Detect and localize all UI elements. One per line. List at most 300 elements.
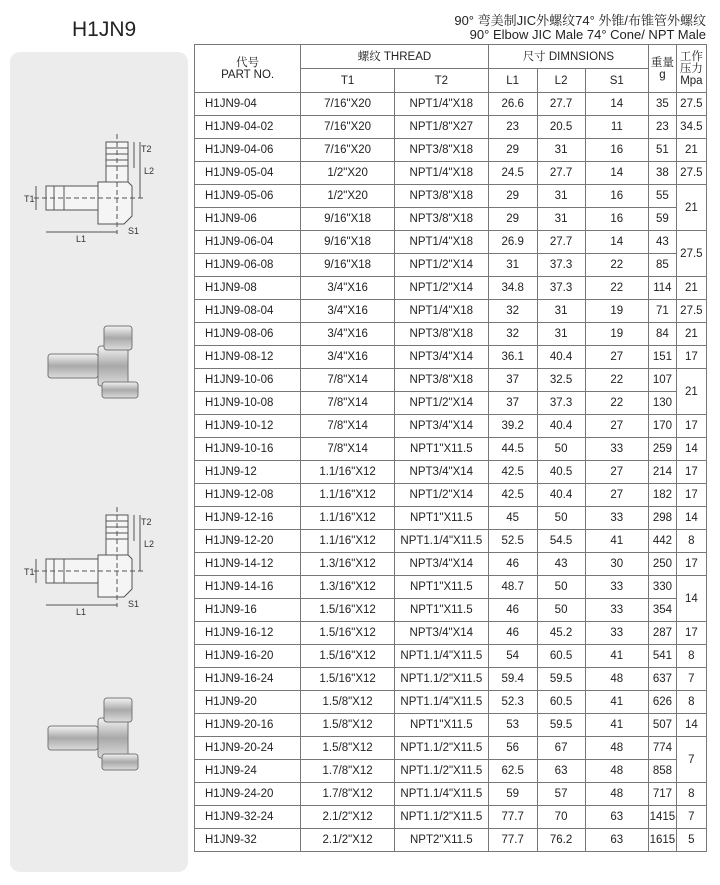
cell-part: H1JN9-10-12 [195, 415, 301, 438]
cell-w: 107 [649, 369, 677, 392]
table-row [195, 737, 707, 760]
cell-pressure: 27.5 [676, 93, 706, 116]
cell-l2: 50 [537, 438, 585, 461]
cell-part: H1JN9-08 [195, 277, 301, 300]
cell-pressure: 21 [676, 139, 706, 162]
cell-l1: 53 [488, 714, 537, 737]
table-row [195, 553, 707, 576]
cell-pressure: 8 [676, 691, 706, 714]
cell-l1: 44.5 [488, 438, 537, 461]
cell-l1: 48.7 [488, 576, 537, 599]
cell-pressure: 27.5 [676, 300, 706, 323]
cell-t1: 3/4"X16 [301, 346, 395, 369]
cell-t2: NPT1/8"X27 [394, 116, 488, 139]
cell-w: 354 [649, 599, 677, 622]
cell-part: H1JN9-24 [195, 760, 301, 783]
elbow-dimension-drawing [24, 124, 174, 244]
cell-l1: 37 [488, 392, 537, 415]
table-row [195, 530, 707, 553]
cell-t1: 1.1/16"X12 [301, 461, 395, 484]
cell-t1: 1.5/16"X12 [301, 668, 395, 691]
cell-t2: NPT1"X11.5 [394, 438, 488, 461]
cell-l2: 40.4 [537, 484, 585, 507]
cell-t2: NPT3/4"X14 [394, 461, 488, 484]
table-row [195, 300, 707, 323]
cell-part: H1JN9-12-20 [195, 530, 301, 553]
cell-t2: NPT1.1/4"X11.5 [394, 530, 488, 553]
cell-l2: 27.7 [537, 231, 585, 254]
table-row [195, 208, 707, 231]
cell-pressure: 5 [676, 829, 706, 852]
cell-pressure: 14 [676, 507, 706, 530]
cell-w: 717 [649, 783, 677, 806]
cell-l2: 31 [537, 208, 585, 231]
cell-t1: 9/16"X18 [301, 208, 395, 231]
cell-w: 214 [649, 461, 677, 484]
cell-t1: 9/16"X18 [301, 254, 395, 277]
cell-part: H1JN9-10-06 [195, 369, 301, 392]
cell-s1: 27 [585, 461, 649, 484]
table-row [195, 277, 707, 300]
cell-pressure: 14 [676, 714, 706, 737]
cell-l2: 37.3 [537, 277, 585, 300]
cell-part: H1JN9-10-16 [195, 438, 301, 461]
cell-s1: 30 [585, 553, 649, 576]
table-row [195, 829, 707, 852]
cell-s1: 63 [585, 829, 649, 852]
cell-t1: 3/4"X16 [301, 277, 395, 300]
table-row [195, 323, 707, 346]
cell-t2: NPT3/4"X14 [394, 415, 488, 438]
cell-w: 43 [649, 231, 677, 254]
cell-pressure: 17 [676, 346, 706, 369]
cell-t1: 1/2"X20 [301, 162, 395, 185]
cell-t2: NPT3/4"X14 [394, 553, 488, 576]
cell-t2: NPT1.1/4"X11.5 [394, 691, 488, 714]
cell-s1: 16 [585, 185, 649, 208]
cell-part: H1JN9-12-16 [195, 507, 301, 530]
cell-w: 1615 [649, 829, 677, 852]
t2-label: T2 [141, 144, 152, 154]
cell-s1: 48 [585, 783, 649, 806]
cell-part: H1JN9-06 [195, 208, 301, 231]
cell-w: 55 [649, 185, 677, 208]
cell-t2: NPT1/2"X14 [394, 277, 488, 300]
cell-pressure: 14 [676, 576, 706, 622]
cell-l2: 59.5 [537, 668, 585, 691]
cell-s1: 33 [585, 438, 649, 461]
cell-s1: 41 [585, 530, 649, 553]
table-row [195, 714, 707, 737]
t2-label: T2 [141, 517, 152, 527]
cell-part: H1JN9-16-12 [195, 622, 301, 645]
cell-l1: 56 [488, 737, 537, 760]
cell-t1: 2.1/2"X12 [301, 829, 395, 852]
table-row [195, 139, 707, 162]
table-row [195, 576, 707, 599]
cell-l1: 54 [488, 645, 537, 668]
cell-s1: 33 [585, 576, 649, 599]
cell-t1: 1.3/16"X12 [301, 553, 395, 576]
cell-part: H1JN9-05-06 [195, 185, 301, 208]
cell-s1: 14 [585, 93, 649, 116]
cell-l1: 37 [488, 369, 537, 392]
cell-t2: NPT3/8"X18 [394, 369, 488, 392]
cell-l1: 46 [488, 599, 537, 622]
cell-w: 85 [649, 254, 677, 277]
cell-w: 507 [649, 714, 677, 737]
cell-t2: NPT1.1/2"X11.5 [394, 760, 488, 783]
cell-t2: NPT1"X11.5 [394, 714, 488, 737]
cell-l1: 59.4 [488, 668, 537, 691]
cell-s1: 22 [585, 254, 649, 277]
cell-w: 23 [649, 116, 677, 139]
cell-t1: 1.1/16"X12 [301, 507, 395, 530]
cell-l2: 50 [537, 599, 585, 622]
cell-t1: 1.1/16"X12 [301, 530, 395, 553]
cell-l1: 26.6 [488, 93, 537, 116]
cell-l2: 20.5 [537, 116, 585, 139]
l1-label: L1 [76, 607, 87, 617]
cell-part: H1JN9-06-04 [195, 231, 301, 254]
cell-l2: 43 [537, 553, 585, 576]
cell-t1: 1.1/16"X12 [301, 484, 395, 507]
cell-t1: 1.3/16"X12 [301, 576, 395, 599]
cell-t1: 2.1/2"X12 [301, 806, 395, 829]
cell-s1: 11 [585, 116, 649, 139]
cell-s1: 48 [585, 760, 649, 783]
thread-header: 螺纹 THREAD [301, 45, 488, 69]
cell-s1: 33 [585, 599, 649, 622]
cell-t1: 1.5/8"X12 [301, 714, 395, 737]
cell-part: H1JN9-14-16 [195, 576, 301, 599]
cell-part: H1JN9-10-08 [195, 392, 301, 415]
cell-t1: 1.7/8"X12 [301, 760, 395, 783]
cell-t2: NPT2"X11.5 [394, 829, 488, 852]
cell-t1: 7/16"X20 [301, 93, 395, 116]
cell-w: 130 [649, 392, 677, 415]
cell-t2: NPT1.1/4"X11.5 [394, 783, 488, 806]
table-row [195, 691, 707, 714]
cell-pressure: 14 [676, 438, 706, 461]
cell-t2: NPT1/4"X18 [394, 162, 488, 185]
cell-t2: NPT1/2"X14 [394, 254, 488, 277]
cell-pressure: 8 [676, 530, 706, 553]
cell-l2: 59.5 [537, 714, 585, 737]
cell-pressure: 21 [676, 277, 706, 300]
s1-label: S1 [128, 599, 140, 609]
cell-pressure: 7 [676, 806, 706, 829]
cell-l2: 70 [537, 806, 585, 829]
cell-t2: NPT1"X11.5 [394, 576, 488, 599]
cell-l2: 37.3 [537, 254, 585, 277]
cell-l1: 46 [488, 622, 537, 645]
cell-t2: NPT1/2"X14 [394, 392, 488, 415]
cell-part: H1JN9-20-16 [195, 714, 301, 737]
cell-w: 626 [649, 691, 677, 714]
cell-w: 1415 [649, 806, 677, 829]
table-row [195, 185, 707, 208]
cell-s1: 41 [585, 714, 649, 737]
cell-s1: 16 [585, 208, 649, 231]
t1-header: T1 [301, 69, 395, 93]
cell-t1: 1/2"X20 [301, 185, 395, 208]
cell-s1: 27 [585, 415, 649, 438]
cell-l2: 50 [537, 507, 585, 530]
cell-t1: 1.5/8"X12 [301, 737, 395, 760]
cell-l1: 42.5 [488, 484, 537, 507]
cell-l2: 67 [537, 737, 585, 760]
l2-header: L2 [537, 69, 585, 93]
cell-t1: 1.5/8"X12 [301, 691, 395, 714]
cell-w: 35 [649, 93, 677, 116]
cell-l1: 59 [488, 783, 537, 806]
dimensions-header: 尺寸 DIMNSIONS [488, 45, 648, 69]
cell-s1: 14 [585, 162, 649, 185]
cell-t2: NPT1/4"X18 [394, 93, 488, 116]
cell-l1: 34.8 [488, 277, 537, 300]
cell-l1: 29 [488, 208, 537, 231]
cell-l2: 57 [537, 783, 585, 806]
cell-pressure: 8 [676, 783, 706, 806]
cell-t2: NPT3/8"X18 [394, 208, 488, 231]
l2-label: L2 [144, 166, 155, 176]
elbow-fitting-photo [40, 694, 160, 774]
cell-t1: 7/8"X14 [301, 392, 395, 415]
model-title: H1JN9 [72, 18, 137, 41]
cell-l1: 32 [488, 300, 537, 323]
cell-part: H1JN9-04-06 [195, 139, 301, 162]
cell-t1: 3/4"X16 [301, 300, 395, 323]
cell-t2: NPT1.1/2"X11.5 [394, 668, 488, 691]
cell-pressure: 7 [676, 737, 706, 783]
cell-l1: 52.5 [488, 530, 537, 553]
cell-w: 250 [649, 553, 677, 576]
cell-part: H1JN9-32 [195, 829, 301, 852]
cell-s1: 16 [585, 139, 649, 162]
cell-s1: 27 [585, 484, 649, 507]
table-row [195, 346, 707, 369]
elbow-dimension-drawing [24, 497, 174, 617]
cell-s1: 41 [585, 645, 649, 668]
cell-l1: 77.7 [488, 829, 537, 852]
table-row [195, 645, 707, 668]
cell-w: 38 [649, 162, 677, 185]
weight-header: 重量 g [649, 45, 677, 93]
cell-w: 59 [649, 208, 677, 231]
table-row [195, 254, 707, 277]
cell-l1: 26.9 [488, 231, 537, 254]
cell-t2: NPT1/2"X14 [394, 484, 488, 507]
t1-label: T1 [24, 567, 35, 577]
cell-w: 298 [649, 507, 677, 530]
cell-pressure: 21 [676, 185, 706, 231]
cell-t1: 7/16"X20 [301, 139, 395, 162]
cell-w: 774 [649, 737, 677, 760]
cell-l1: 62.5 [488, 760, 537, 783]
table-row [195, 461, 707, 484]
spec-table [194, 44, 707, 852]
illustration-panel [10, 52, 188, 872]
cell-pressure: 17 [676, 415, 706, 438]
cell-part: H1JN9-04 [195, 93, 301, 116]
table-row [195, 438, 707, 461]
cell-s1: 41 [585, 691, 649, 714]
cell-part: H1JN9-24-20 [195, 783, 301, 806]
cell-l2: 32.5 [537, 369, 585, 392]
cell-pressure: 17 [676, 622, 706, 645]
cell-t2: NPT3/8"X18 [394, 323, 488, 346]
cell-s1: 27 [585, 346, 649, 369]
s1-header: S1 [585, 69, 649, 93]
cell-w: 259 [649, 438, 677, 461]
cell-t1: 1.7/8"X12 [301, 783, 395, 806]
table-row [195, 162, 707, 185]
cell-t2: NPT3/8"X18 [394, 185, 488, 208]
cell-t2: NPT1"X11.5 [394, 507, 488, 530]
cell-w: 330 [649, 576, 677, 599]
cell-l2: 54.5 [537, 530, 585, 553]
cell-pressure: 27.5 [676, 162, 706, 185]
cell-part: H1JN9-14-12 [195, 553, 301, 576]
table-row [195, 783, 707, 806]
cell-s1: 22 [585, 369, 649, 392]
cell-t1: 1.5/16"X12 [301, 645, 395, 668]
cell-s1: 22 [585, 392, 649, 415]
cell-s1: 48 [585, 737, 649, 760]
cell-part: H1JN9-12-08 [195, 484, 301, 507]
cell-w: 858 [649, 760, 677, 783]
cell-w: 114 [649, 277, 677, 300]
cell-s1: 14 [585, 231, 649, 254]
l1-header: L1 [488, 69, 537, 93]
cell-l2: 76.2 [537, 829, 585, 852]
cell-l1: 39.2 [488, 415, 537, 438]
cell-pressure: 17 [676, 484, 706, 507]
part-number-header: 代号 PART NO. [195, 45, 301, 93]
t2-header: T2 [394, 69, 488, 93]
title-chinese: 90° 弯美制JIC外螺纹74° 外锥/布锥管外螺纹 [454, 13, 706, 28]
cell-t2: NPT1"X11.5 [394, 599, 488, 622]
cell-t1: 7/8"X14 [301, 438, 395, 461]
cell-t1: 7/8"X14 [301, 369, 395, 392]
cell-part: H1JN9-05-04 [195, 162, 301, 185]
cell-l1: 29 [488, 139, 537, 162]
cell-part: H1JN9-04-02 [195, 116, 301, 139]
elbow-fitting-photo [40, 322, 160, 402]
table-row [195, 484, 707, 507]
cell-w: 442 [649, 530, 677, 553]
cell-part: H1JN9-08-04 [195, 300, 301, 323]
cell-l2: 60.5 [537, 691, 585, 714]
cell-l1: 77.7 [488, 806, 537, 829]
table-row [195, 806, 707, 829]
cell-l1: 24.5 [488, 162, 537, 185]
cell-part: H1JN9-08-12 [195, 346, 301, 369]
table-row [195, 415, 707, 438]
cell-w: 541 [649, 645, 677, 668]
cell-t1: 1.5/16"X12 [301, 599, 395, 622]
cell-t2: NPT1/4"X18 [394, 300, 488, 323]
table-row [195, 668, 707, 691]
cell-t1: 3/4"X16 [301, 323, 395, 346]
cell-pressure: 17 [676, 553, 706, 576]
cell-l2: 27.7 [537, 162, 585, 185]
cell-t2: NPT3/4"X14 [394, 622, 488, 645]
cell-part: H1JN9-08-06 [195, 323, 301, 346]
pressure-header: 工作 压力 Mpa [676, 45, 706, 93]
cell-pressure: 17 [676, 461, 706, 484]
cell-l1: 42.5 [488, 461, 537, 484]
t1-label: T1 [24, 194, 35, 204]
title-english: 90° Elbow JIC Male 74° Cone/ NPT Male [469, 27, 706, 42]
cell-l1: 29 [488, 185, 537, 208]
cell-l2: 37.3 [537, 392, 585, 415]
cell-l2: 31 [537, 300, 585, 323]
cell-l1: 52.3 [488, 691, 537, 714]
cell-w: 151 [649, 346, 677, 369]
cell-part: H1JN9-16 [195, 599, 301, 622]
cell-t2: NPT1/4"X18 [394, 231, 488, 254]
cell-l1: 46 [488, 553, 537, 576]
cell-part: H1JN9-16-20 [195, 645, 301, 668]
cell-part: H1JN9-12 [195, 461, 301, 484]
table-row [195, 231, 707, 254]
l1-label: L1 [76, 234, 87, 244]
cell-s1: 22 [585, 277, 649, 300]
cell-s1: 63 [585, 806, 649, 829]
cell-part: H1JN9-06-08 [195, 254, 301, 277]
cell-l1: 32 [488, 323, 537, 346]
cell-w: 170 [649, 415, 677, 438]
table-row [195, 507, 707, 530]
cell-pressure: 7 [676, 668, 706, 691]
cell-l2: 31 [537, 139, 585, 162]
cell-l2: 31 [537, 185, 585, 208]
table-row [195, 116, 707, 139]
cell-part: H1JN9-16-24 [195, 668, 301, 691]
cell-l2: 60.5 [537, 645, 585, 668]
cell-s1: 33 [585, 622, 649, 645]
cell-t2: NPT1.1/4"X11.5 [394, 645, 488, 668]
s1-label: S1 [128, 226, 140, 236]
cell-l2: 40.5 [537, 461, 585, 484]
cell-pressure: 27.5 [676, 231, 706, 277]
cell-l2: 27.7 [537, 93, 585, 116]
cell-l2: 31 [537, 323, 585, 346]
cell-l1: 31 [488, 254, 537, 277]
cell-pressure: 21 [676, 369, 706, 415]
cell-l2: 40.4 [537, 346, 585, 369]
cell-s1: 19 [585, 323, 649, 346]
table-row [195, 369, 707, 392]
cell-pressure: 8 [676, 645, 706, 668]
cell-t1: 1.5/16"X12 [301, 622, 395, 645]
table-row [195, 622, 707, 645]
cell-w: 637 [649, 668, 677, 691]
cell-t2: NPT3/4"X14 [394, 346, 488, 369]
cell-l1: 23 [488, 116, 537, 139]
cell-w: 182 [649, 484, 677, 507]
cell-w: 84 [649, 323, 677, 346]
cell-s1: 48 [585, 668, 649, 691]
cell-part: H1JN9-32-24 [195, 806, 301, 829]
cell-w: 51 [649, 139, 677, 162]
cell-part: H1JN9-20-24 [195, 737, 301, 760]
cell-l2: 45.2 [537, 622, 585, 645]
cell-t1: 7/16"X20 [301, 116, 395, 139]
cell-t2: NPT1.1/2"X11.5 [394, 806, 488, 829]
